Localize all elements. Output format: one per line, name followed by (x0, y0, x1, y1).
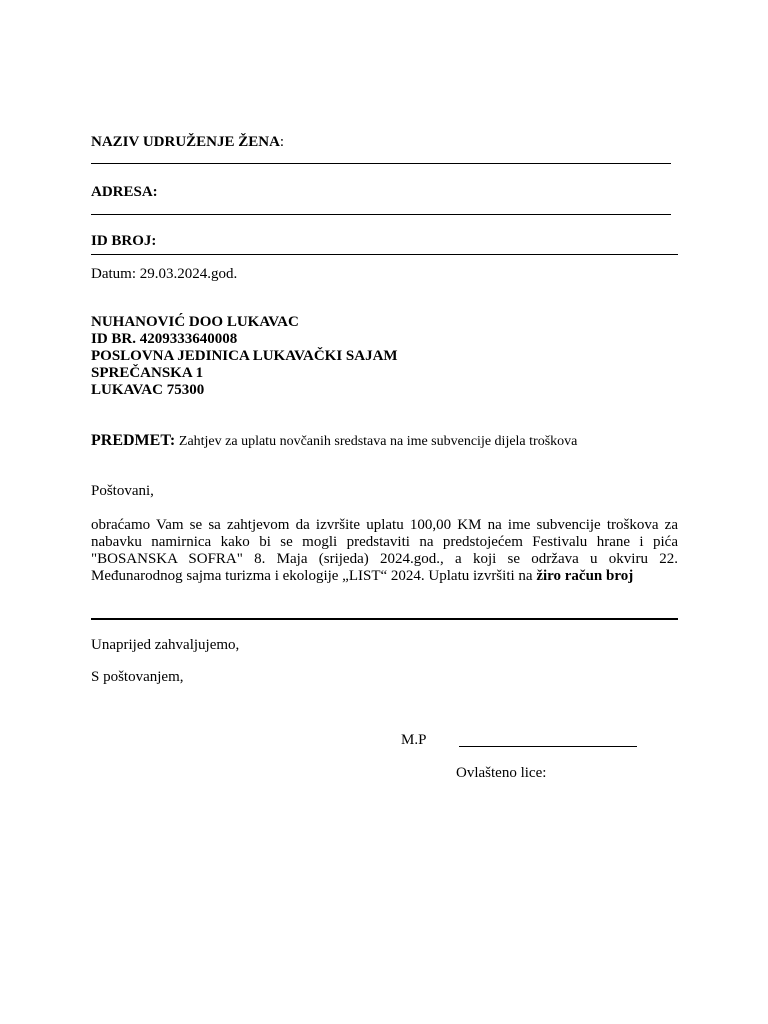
regards-text: S poštovanjem, (91, 669, 184, 685)
account-underline (91, 618, 678, 620)
naziv-underline (91, 163, 671, 164)
adresa-label: ADRESA: (91, 184, 158, 200)
id-broj-underline (91, 254, 678, 255)
date-text: Datum: 29.03.2024.god. (91, 266, 238, 282)
recipient-unit: POSLOVNA JEDINICA LUKAVAČKI SAJAM (91, 348, 398, 364)
recipient-street: SPREČANSKA 1 (91, 365, 204, 381)
recipient-city: LUKAVAC 75300 (91, 382, 205, 398)
greeting-text: Poštovani, (91, 483, 154, 499)
body-line-3: "BOSANSKA SOFRA" 8. Maja (srijeda) 2024.god., a koji se održava u okviru 22. (91, 551, 678, 567)
recipient-id: ID BR. 4209333640008 (91, 331, 238, 347)
body-line-4-text: Međunarodnog sajma turizma i ekologije „LIST“ 2024. Uplatu izvršiti na (91, 568, 537, 584)
recipient-block (91, 314, 398, 399)
naziv-field-label (91, 134, 284, 151)
subject-text: Zahtjev za uplatu novčanih sredstava na ime subvencije dijela troškova (178, 434, 578, 449)
naziv-label: NAZIV UDRUŽENJE ŽENA (91, 134, 280, 150)
body-line-4 (91, 568, 633, 585)
naziv-colon: : (279, 134, 285, 150)
subject-label: PREDMET: (91, 432, 176, 449)
thanks-text: Unaprijed zahvaljujemo, (91, 637, 240, 653)
recipient-name: NUHANOVIĆ DOO LUKAVAC (91, 314, 299, 330)
stamp-label: M.P (401, 732, 427, 748)
bank-account-label: žiro račun broj (536, 568, 634, 584)
signature-line (459, 746, 637, 747)
signer-label: Ovlašteno lice: (456, 765, 547, 781)
subject-line (91, 432, 577, 450)
adresa-underline (91, 214, 671, 215)
body-line-1: obraćamo Vam se sa zahtjevom da izvršite uplatu 100,00 KM na ime subvencije troškova za (91, 517, 678, 533)
id-broj-label: ID BROJ: (91, 233, 157, 249)
body-line-2: nabavku namirnica kako bi se mogli predstaviti na predstojećem Festivalu hrane i pića (91, 534, 678, 550)
